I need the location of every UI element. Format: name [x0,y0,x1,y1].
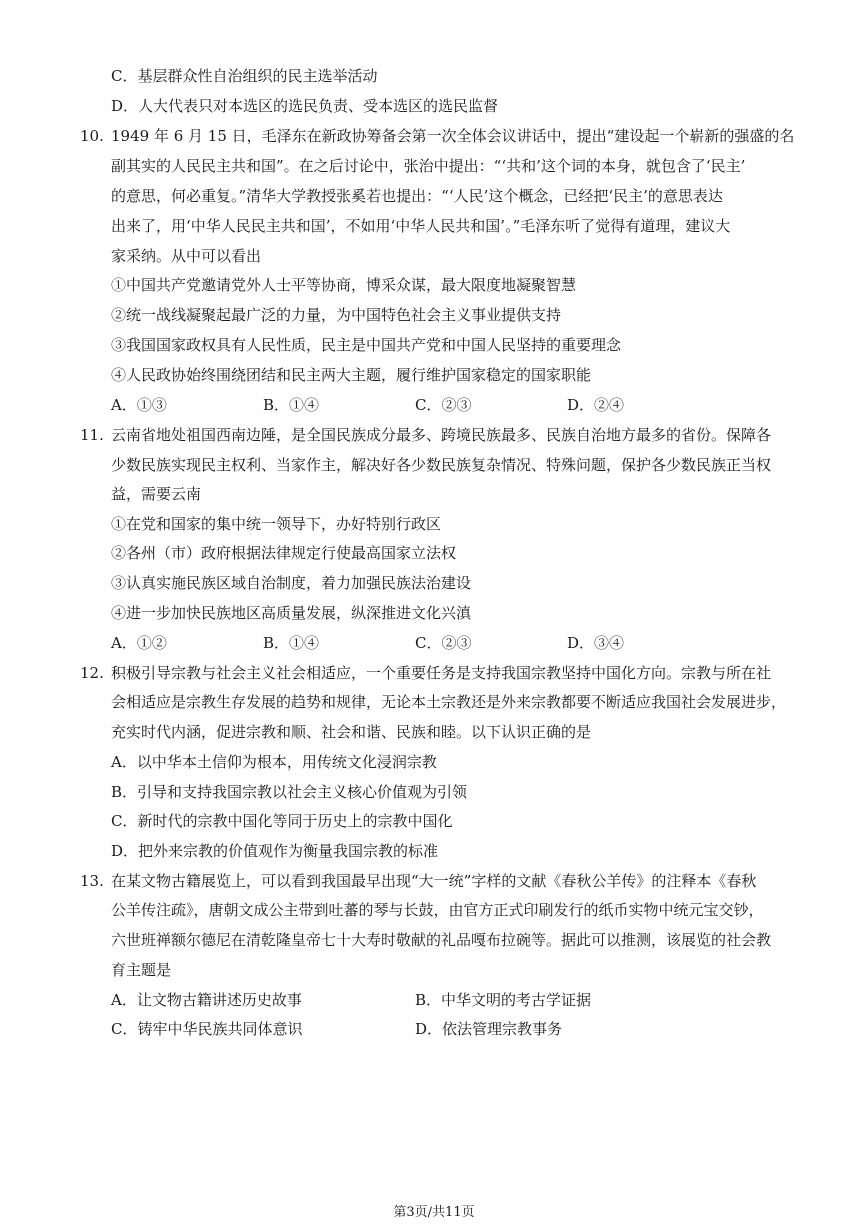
choice-b[interactable]: B．①④ [263,634,320,652]
question-text-line: 益，需要云南 [111,485,202,503]
question-text-line: 积极引导宗教与社会主义社会相适应，一个重要任务是支持我国宗教坚持中国化方向。宗教与所在社 [111,664,772,682]
question-text-line: 育主题是 [111,961,172,979]
page-number: 第3页/共11页 [393,1205,475,1220]
choice-row [111,990,811,1010]
choice-a[interactable]: A．以中华本土信仰为根本，用传统文化浸润宗教 [111,753,437,771]
question-text-line: 在某文物古籍展览上，可以看到我国最早出现“大一统”字样的文献《春秋公羊传》的注释本《春秋 [111,872,757,890]
question-text-line: 副其实的人民民主共和国”。在之后讨论中，张治中提出：“‘共和’这个词的本身，就包含了‘民主’ [111,157,746,175]
statement-item: ③认真实施民族区域自治制度，着力加强民族法治建设 [111,574,472,592]
choice-c[interactable]: C．铸牢中华民族共同体意识 [111,1020,303,1038]
question-text-line: 的意思，何必重复。”清华大学教授张奚若也提出：“‘人民’这个概念，已经把‘民主’的意思表达 [111,187,723,205]
question-text-line: 充实时代内涵，促进宗教和顺、社会和谐、民族和睦。以下认识正确的是 [111,723,592,741]
question-number: 13. [80,872,104,890]
question-text-line: 家采纳。从中可以看出 [111,247,262,265]
choice-b[interactable]: B．①④ [263,396,320,414]
statement-item: ④进一步加快民族地区高质量发展，纵深推进文化兴滇 [111,604,472,622]
choice-d[interactable]: D．依法管理宗教事务 [415,1020,563,1038]
choice-b[interactable]: B．引导和支持我国宗教以社会主义核心价值观为引领 [111,783,468,801]
statement-item: ②各州（市）政府根据法律规定行使最高国家立法权 [111,544,457,562]
question-number: 10. [80,127,104,145]
choice-row [111,633,811,653]
choice-c[interactable]: C．新时代的宗教中国化等同于历史上的宗教中国化 [111,812,453,830]
statement-item: ①在党和国家的集中统一领导下，办好特别行政区 [111,515,442,533]
question-number: 11. [80,426,104,444]
prev-option-c: C．基层群众性自治组织的民主选举活动 [111,67,378,85]
prev-option-d: D．人大代表只对本选区的选民负责、受本选区的选民监督 [111,97,499,115]
choice-a[interactable]: A．让文物古籍讲述历史故事 [111,991,302,1009]
choice-d[interactable]: D．②④ [567,396,625,414]
choice-b[interactable]: B．中华文明的考古学证据 [415,991,592,1009]
statement-item: ④人民政协始终围绕团结和民主两大主题，履行维护国家稳定的国家职能 [111,366,592,384]
question-number: 12. [80,664,104,682]
question-text-line: 公羊传注疏》，唐朝文成公主带到吐蕃的琴与长鼓，由官方正式印刷发行的纸币实物中统元宝交钞， [111,901,764,919]
question-text-line: 出来了，用‘中华人民民主共和国’，不如用‘中华人民共和国’。”毛泽东听了觉得有道理，建议大 [111,217,731,235]
choice-d[interactable]: D．把外来宗教的价值观作为衡量我国宗教的标准 [111,842,439,860]
question-text-line: 少数民族实现民主权利、当家作主，解决好各少数民族复杂情况、特殊问题，保护各少数民族正当权 [111,456,772,474]
statement-item: ③我国国家政权具有人民性质，民主是中国共产党和中国人民坚持的重要理念 [111,336,622,354]
question-text-line: 1949 年 6 月 15 日，毛泽东在新政协筹备会第一次全体会议讲话中，提出“建设起一个崭新的强盛的名 [111,127,795,145]
question-text-line: 云南省地处祖国西南边陲，是全国民族成分最多、跨境民族最多、民族自治地方最多的省份。保障各 [111,426,772,444]
choice-d[interactable]: D．③④ [567,634,625,652]
choice-row [111,1019,811,1039]
choice-a[interactable]: A．①② [111,634,167,652]
choice-row [111,395,811,415]
question-text-line: 六世班禅额尔德尼在清乾隆皇帝七十大寿时敬献的礼品嘎布拉碗等。据此可以推测，该展览的社会教 [111,931,772,949]
question-text-line: 会相适应是宗教生存发展的趋势和规律，无论本土宗教还是外来宗教都要不断适应我国社会发展进步， [111,693,787,711]
choice-c[interactable]: C．②③ [415,634,472,652]
choice-a[interactable]: A．①③ [111,396,167,414]
choice-c[interactable]: C．②③ [415,396,472,414]
statement-item: ①中国共产党邀请党外人士平等协商，博采众谋，最大限度地凝聚智慧 [111,276,577,294]
statement-item: ②统一战线凝聚起最广泛的力量，为中国特色社会主义事业提供支持 [111,306,562,324]
